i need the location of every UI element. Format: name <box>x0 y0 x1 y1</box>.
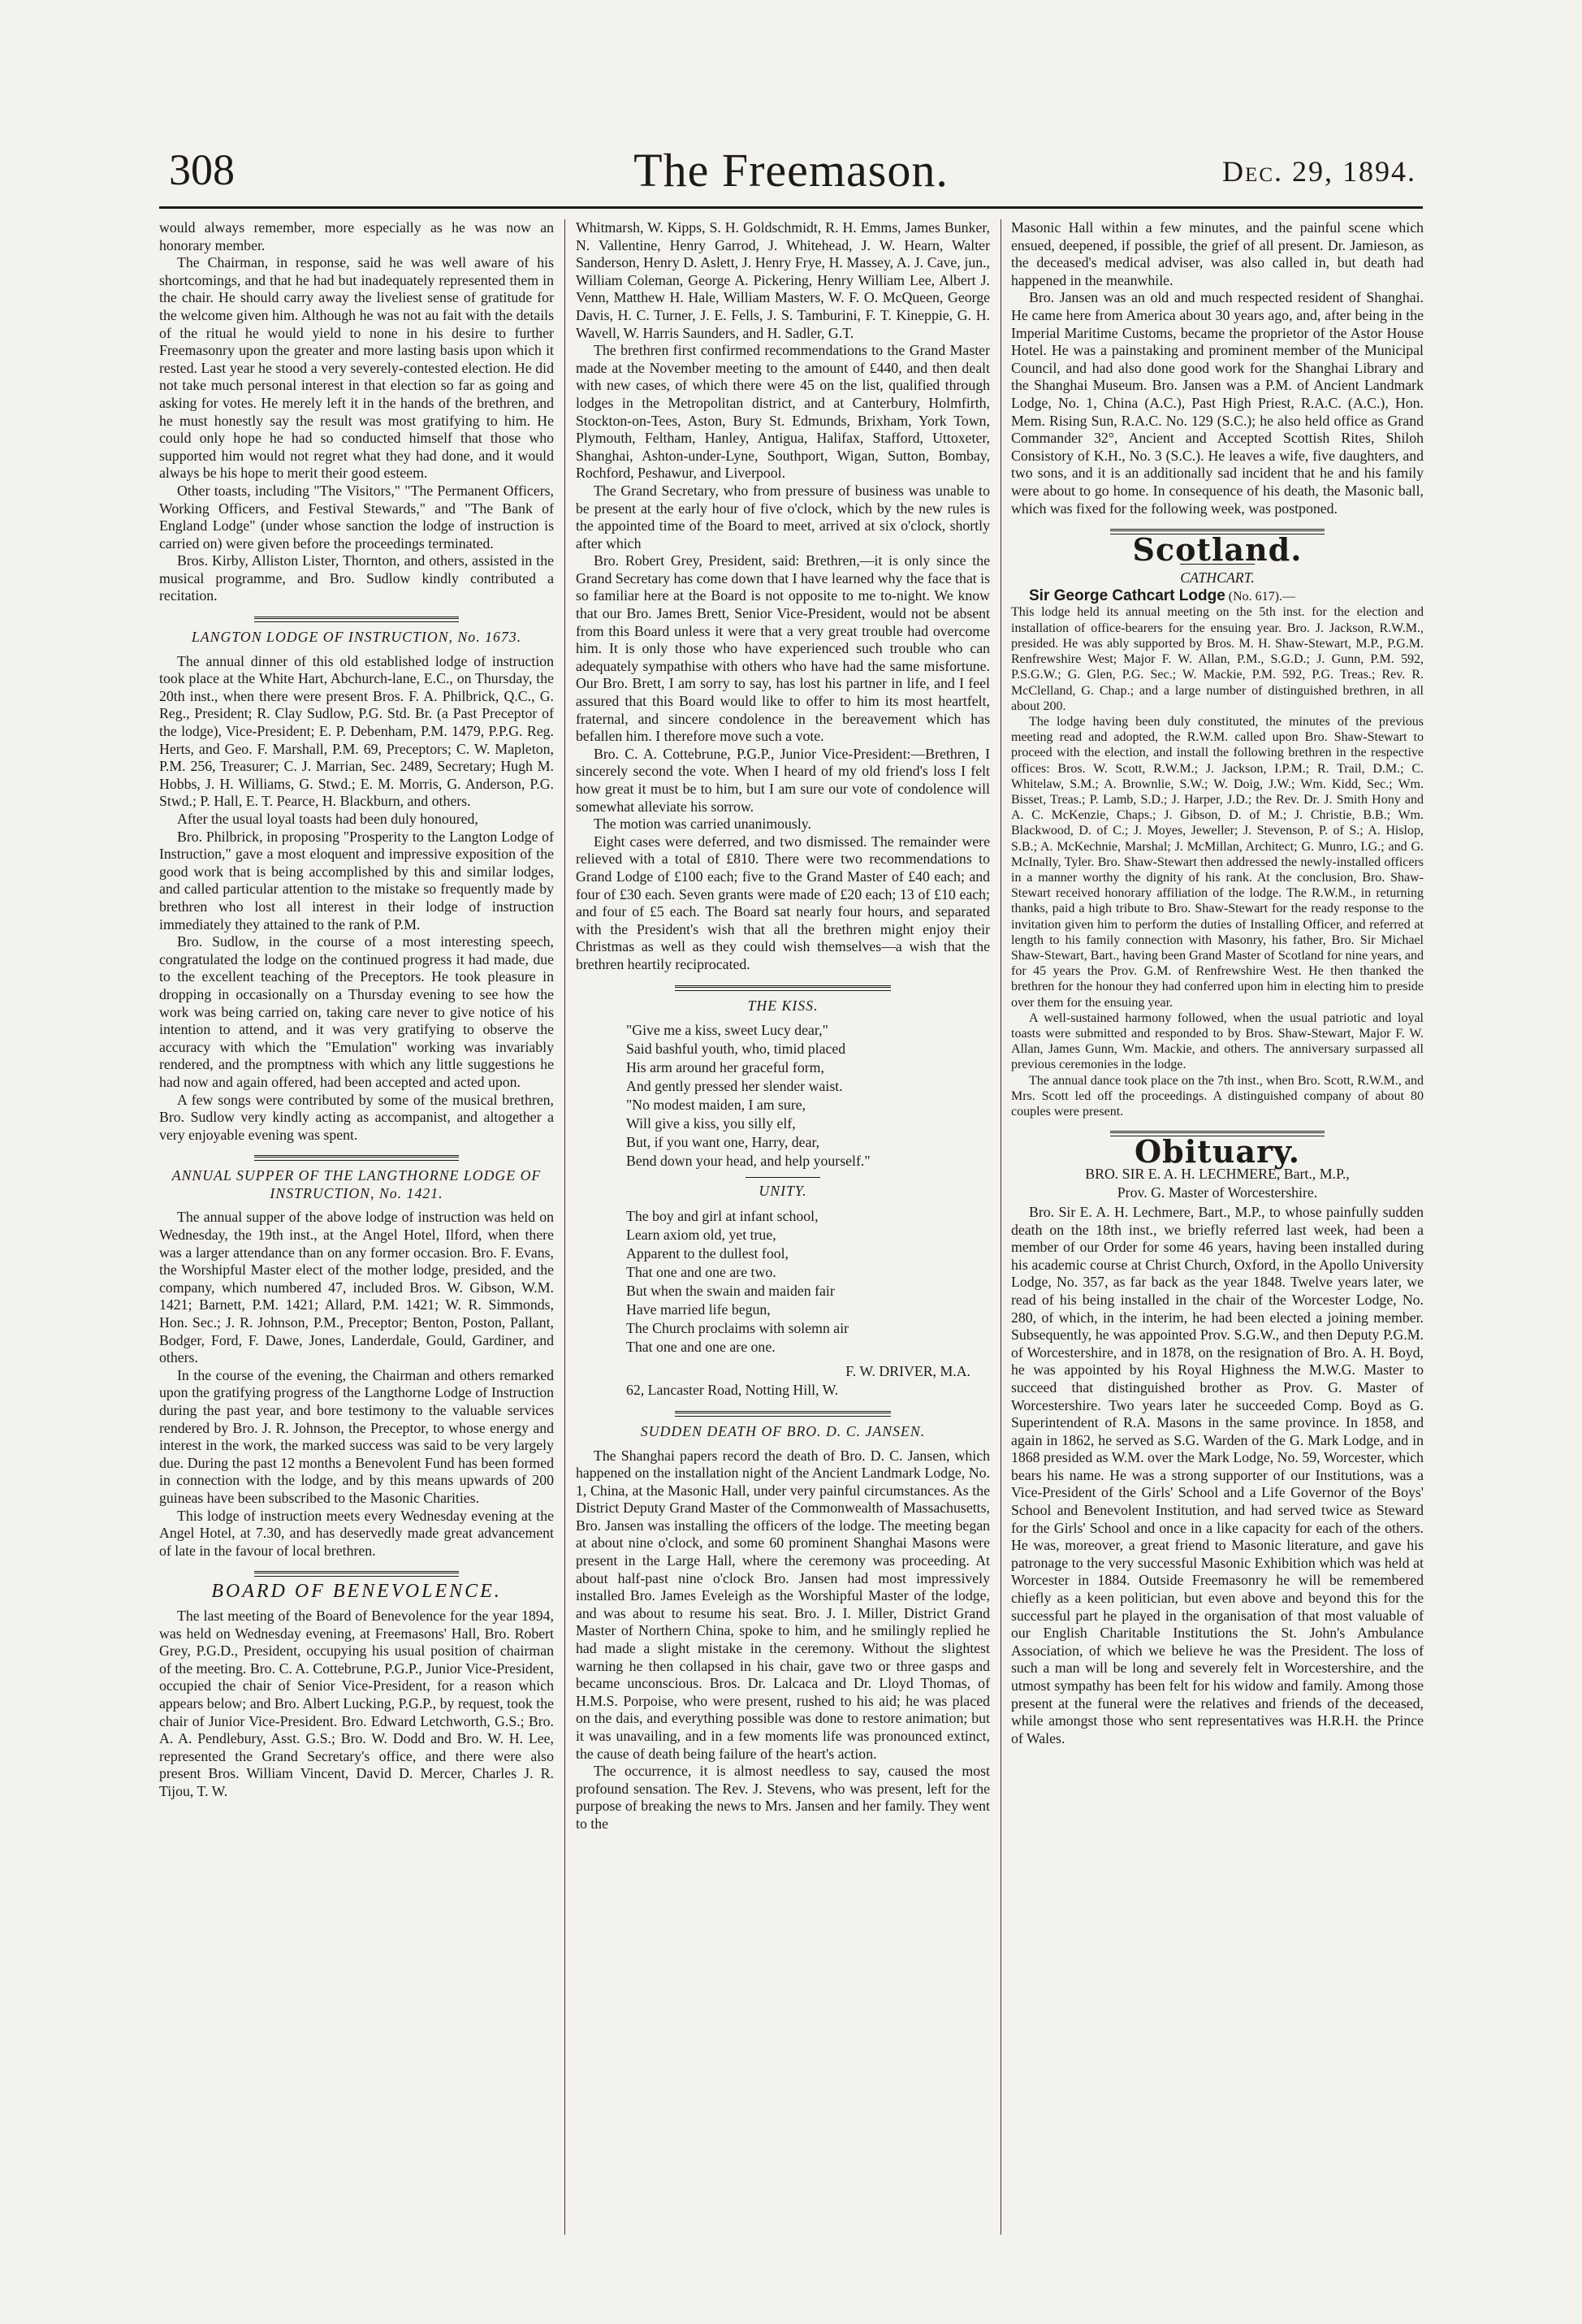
paragraph: Masonic Hall within a few minutes, and the painful scene which ensued, deepened, if possible, the grief of all present. Dr. Jamieson, as the deceased's medical adviser, was also called in, but death had happened in the meanwhile. <box>1011 219 1424 288</box>
obituary-title: Prov. G. Master of Worcestershire. <box>1117 1184 1318 1201</box>
paragraph: The annual supper of the above lodge of instruction was held on Wednesday, the 19th inst., at the Angel Hotel, Ilford, when there was a larger attendance than on any former occasion. Bro. F. Evans, the Worshipful Master elect of the mother lodge, presided, and the company, which numbered 47, included Bros. W. Gibson, W.M. 1421; Barnett, P.M. 1421; Allard, P.M. 1421; W. R. Simmonds, Hon. Sec.; J. R. Johnson, P.M., Preceptor; Benton, Poston, Pallant, Bodger, Ford, F. Dawe, Jones, Landerdale, Gould, Gardiner, and others. <box>159 1209 554 1366</box>
issue-date: Dec. 29, 1894. <box>1222 155 1416 188</box>
masthead <box>159 145 1423 198</box>
section-heading-board-of-benevolence: BOARD OF BENEVOLENCE. <box>211 1581 502 1603</box>
paragraph: A well-sustained harmony followed, when the usual patriotic and loyal toasts were submitted and responded to by Bros. Shaw-Stewart, Major F. W. Allan, James Gunn, Wm. Mackie, and others. The anniversary surpassed all previous ceremonies in the lodge. <box>1011 1011 1424 1072</box>
column-2 <box>576 219 990 2235</box>
paragraph: The Shanghai papers record the death of Bro. D. C. Jansen, which happened on the installation night of the Ancient Landmark Lodge, No. 1, China, at the Masonic Hall, under very painful circumstances. As the District Deputy Grand Master of the Commonwealth of Massachusetts, Bro. Jansen was installing the officers of the lodge. The meeting began at about nine o'clock, and some 60 prominent Shanghai Masons were present in the Large Hall, where the ceremony was proceeding. At about half-past nine o'clock Bro. Jansen had most impressively installed Bro. James Eveleigh as the Worshipful Master of the lodge, and was about to resume his seat. Bro. J. I. Miller, District Grand Master of Northern China, spoke to him, and he smilingly replied he had made a slight mistake in the ceremony. Without the slightest warning he then collapsed in his chair, gave two or three gasps and became unconscious. Bros. Dr. Lalcaca and Dr. Lloyd Thomas, of H.M.S. Porpoise, who were present, rushed to his aid; he was placed on the dais, and everything possible was done to restore animation; but it was unavailing, and in a few moments life was pronounced extinct, the cause of death being failure of the heart's action. <box>576 1447 990 1762</box>
paragraph: Other toasts, including "The Visitors," "The Permanent Officers, Working Officers, and Festival Stewards," and "The Bank of England Lodge" (under whose sanction the lodge of instruction is carried on) were given before the proceedings terminated. <box>159 482 554 552</box>
paragraph: In the course of the evening, the Chairman and others remarked upon the gratifying progress of the Langthorne Lodge of Instruction during the past year, and bore testimony to the valuable services rendered by Bro. J. R. Johnson, the Preceptor, to whose energy and interest in the work, the marked success was said to be very largely due. During the past 12 months a Benevolent Fund has been formed in connection with the lodge, and by this means upwards of 200 guineas have been subscribed to the Masonic Charities. <box>159 1366 554 1506</box>
paragraph: The lodge having been duly constituted, the minutes of the previous meeting read and adopted, the R.W.M. called upon Bro. Shaw-Stewart to proceed with the election, and install the following brethren in the respective offices: Bros. W. Scott, R.W.M.; J. Jackson, I.P.M.; R. Trail, D.M.; C. Whitelaw, S.M.; A. Brownlie, S.W.; W. Doig, J.W.; Wm. Kidd, Sec.; Wm. Bisset, Treas.; P. Lamb, S.D.; J. Harper, J.D.; the Rev. Dr. J. Smith Hony and A. C. McKenzie, Chaps.; J. Gibson, D. of M.; J. Christie, B.B.; Wm. Blackwood, D. of C.; J. Moyes, Jeweller; J. Stevenson, P. of S.; A. Hislop, S.B.; A. McKechnie, Marshal; J. McMillan, Architect; G. Munro, I.G.; and G. McInally, Tyler. Bro. Shaw-Stewart then addressed the newly-installed officers in a manner worthy the dignity of his rank. At the conclusion, Bro. Shaw-Stewart received honorary affiliation of the lodge. The R.W.M., in returning thanks, paid a high tribute to Bro. Shaw-Stewart for the ready response to the invitation given him to perform the duties of Installing Officer, and referred at length to his family connection with Masonry, his father, Bro. Sir Michael Shaw-Stewart, Bart., having been Grand Master of Scotland for nine years, and for 45 years the Prov. G.M. of Renfrewshire West. He then thanked the brethren for the honour they had conferred upon him in electing him to preside over them for the ensuing year. <box>1011 714 1424 1010</box>
short-rule <box>746 1177 820 1178</box>
poem-the-kiss: "Give me a kiss, sweet Lucy dear," Said bashful youth, who, timid placed His arm around her graceful form, And gently pressed her slender waist. "No modest maiden, I am sure, Will give a kiss, you silly elf, But, if you want one, Harry, dear, Bend down your head, and help yourself." <box>626 1022 871 1170</box>
section-rule <box>254 1155 460 1161</box>
section-rule <box>254 617 460 622</box>
paragraph: The annual dance took place on the 7th inst., when Bro. Scott, R.W.M., and Mrs. Scott led off the proceedings. A distinguished company of about 80 couples were present. <box>1011 1073 1424 1119</box>
page-number: 308 <box>169 145 235 194</box>
lodge-name: Sir George Cathcart Lodge <box>1029 587 1225 605</box>
paragraph: would always remember, more especially as he was now an honorary member. <box>159 219 554 253</box>
column-1 <box>159 219 554 2235</box>
poem-unity: The boy and girl at infant school, Learn axiom old, yet true, Apparent to the dullest fool, That one and one are two. But when the swain and maiden fair Have married life begun, The Church proclaims with solemn air That one and one are one. <box>626 1207 849 1355</box>
masthead-rule <box>159 206 1423 209</box>
lodge-report <box>1011 588 1424 1119</box>
paragraph: Bros. Kirby, Alliston Lister, Thornton, and others, assisted in the musical programme, and Bro. Sudlow kindly contributed a recitation. <box>159 552 554 604</box>
section-rule <box>254 1571 460 1577</box>
obituary-name: BRO. SIR E. A. H. LECHMERE, Bart., M.P., <box>1085 1165 1350 1182</box>
paragraph: The brethren first confirmed recommendations to the Grand Master made at the November meeting to the amount of £440, and then dealt with new cases, of which there were 45 on the list, qualified through lodges in the Metropolitan district, and at Canterbury, Holmfirth, Stockton-on-Tees, Aston, Bury St. Edmunds, Brixham, York Town, Plymouth, Feltham, Hanley, Antigua, Halifax, Stafford, Uttoxeter, Shanghai, Ashton-under-Lyne, Southport, Wigan, Sutton, Bombay, Rochford, Peshawur, and Liverpool. <box>576 342 990 482</box>
paragraph: Bro. Philbrick, in proposing "Prosperity to the Langton Lodge of Instruction," gave a most eloquent and impressive exposition of the good work that is being accomplished by this and similar lodges, and called particular attention to the mistake so frequently made by brethren who lost all interest in their lodge of instruction immediately they attained to the rank of P.M. <box>159 828 554 933</box>
paragraph: Eight cases were deferred, and two dismissed. The remainder were relieved with a total of £810. There were two recommendations to Grand Lodge of £100 each; five to the Grand Master of £40 each; and four of £30 each. Seven grants were made of £20 each; 13 of £10 each; and four of £5 each. The Board sat nearly four hours, and separated with the President's wish that all the brethren might enjoy their Christmas as well as they could wish themselves—a wish that the brethren heartily reciprocated. <box>576 833 990 972</box>
paragraph: Whitmarsh, W. Kipps, S. H. Goldschmidt, R. H. Emms, James Bunker, N. Vallentine, Henry Garrod, J. Whitehead, J. W. Hearn, Walter Sanderson, Henry D. Aslett, J. Henry Frye, H. Massey, A. J. Cave, jun., William Coleman, George A. Pickering, Henry William Lee, Albert J. Venn, Matthew H. Hale, William Masters, W. F. O. McQueen, George Davis, H. C. Turner, J. E. Fells, J. S. Tamburini, F. T. Kineppie, G. H. Wavell, W. Harris Saunders, and H. Sadler, G.T. <box>576 219 990 341</box>
poem-signature: F. W. DRIVER, M.A. <box>845 1362 970 1379</box>
paragraph: The occurrence, it is almost needless to say, caused the most profound sensation. The Rev. J. Stevens, who was present, left for the purpose of breaking the news to Mrs. Jansen and her family. They went to the <box>576 1763 990 1832</box>
section-rule <box>675 1411 890 1417</box>
paragraph: Bro. Robert Grey, President, said: Brethren,—it is only since the Grand Secretary has come down that I have learned why the face that is so familiar here at the Board is not opposite to me to-night. We know that our Bro. James Brett, Senior Vice-President, would not be absent from this Board unless it were that a very great trouble had overcome him. It is only those who have experienced such trouble who can adequately sympathise with others who have had the same misfortune. Our Bro. Brett, I am sorry to say, has lost his partner in life, and I feel assured that this Board would like to offer to him its most heartfelt, fraternal, and sincere condolence in the bereavement which has befallen him. I therefore move such a vote. <box>576 552 990 745</box>
paragraph: Bro. C. A. Cottebrune, P.G.P., Junior Vice-President:—Brethren, I sincerely second the vote. When I heard of my old friend's loss I felt how great it must be to him, but I am sure our vote of condolence will somewhat alleviate his sorrow. <box>576 745 990 815</box>
paragraph: The last meeting of the Board of Benevolence for the year 1894, was held on Wednesday evening, at Freemasons' Hall, Bro. Robert Grey, P.G.D., President, occupying his usual position of chairman of the meeting. Bro. C. A. Cottebrune, P.G.P., Junior Vice-President, occupied the chair of Senior Vice-President, for a reason which appears below; and Bro. Albert Lucking, P.G.P., by request, took the chair of Junior Vice-President. Bro. Edward Letchworth, G.S.; Bro. A. A. Pendlebury, Asst. G.S.; Bro. W. Dodd and Bro. W. H. Lee, represented the Grand Secretary's office, and there were also present Bros. William Vincent, David D. Mercer, Charles J. R. Tijou, T. W. <box>159 1607 554 1799</box>
paragraph: Bro. Sir E. A. H. Lechmere, Bart., M.P., to whose painfully sudden death on the 18th inst., we briefly referred last week, had been a member of our Order for some 46 years, having been installed during his academic course at Christ Church, Oxford, in the Apollo University Lodge, No. 357, as far back as the year 1848. Twelve years later, we read of his being installed in the chair of the Worcester Lodge, No. 280, of which, in the interim, he had been elected a joining member. Subsequently, he was appointed Prov. S.G.W., and then Deputy P.G.M. of Worcestershire, and in 1878, on the resignation of Bro. A. H. Boyd, he was appointed by his Royal Highness the M.W.G. Master to succeed that distinguished brother as Prov. G. Master of Worcestershire. Two years later he succeeded Comp. Boyd as G. Superintendent of R.A. Masons in the same province. In 1858, and again in 1862, he served as S.G. Warden of the G. Mark Lodge, and in 1868 presided as W.M. over the Mark Lodge, No. 59, Worcester, which bears his name. He was a strong supporter of our Institutions, was a Vice-President of the Girls' School and a Life Governor of the Boys' School and Benevolent Institution, and had served twice as Steward for the Girls' School and once in a like capacity for each of the others. He was, moreover, a great friend to Masonic literature, and gave his patronage to the very successful Masonic Exhibition which was held at Worcester in 1884. Outside Freemasonry he will be remembered chiefly as a keen politician, but even above and beyond this for the successful part he played in the organisation of that most valuable of our English Charitable Institutions the St. John's Ambulance Association, of which we believe he was the President. The loss of such a man will be long and severely felt in Worcestershire, and the utmost sympathy has been felt for his widow and family. Among those present at the funeral were the relatives and friends of the deceased, while amongst those who sent representatives was H.R.H. the Prince of Wales. <box>1011 1203 1424 1746</box>
poem-address: 62, Lancaster Road, Notting Hill, W. <box>626 1382 839 1399</box>
paragraph: A few songs were contributed by some of the musical brethren, Bro. Sudlow very kindly acting as accompanist, and altogether a very enjoyable evening was spent. <box>159 1091 554 1143</box>
paragraph: The Grand Secretary, who from pressure of business was unable to be present at the early hour of five o'clock, which by the new rules is the appointed time of the Board to meet, arrived at six o'clock, shortly after which <box>576 482 990 552</box>
section-heading-langthorne-supper: ANNUAL SUPPER OF THE LANGTHORNE LODGE OF INSTRUCTION, No. 1421. <box>171 1167 542 1201</box>
section-heading-scotland: Scotland. <box>1132 531 1303 569</box>
paragraph: This lodge held its annual meeting on the 5th inst. for the election and installation of office-bearers for the ensuing year. Bro. J. Jackson, R.W.M., presided. He was ably supported by Bros. M. H. Shaw-Stewart, M.P., P.G.M. Renfrewshire West; Major F. W. Allan, P.M., S.G.D.; J. Gunn, P.M. 592, P.S.G.W.; G. Glen, P.G. Sec.; W. Mackie, P.M. 592, P.G. Treas.; Rev. R. McClelland, G. Chap.; and a large number of distinguished brethren, in all about 200. <box>1011 605 1424 713</box>
section-rule <box>675 985 890 991</box>
paragraph: The Chairman, in response, said he was well aware of his shortcomings, and that he had but inadequately represented them in the chair. He should carry away the liveliest sense of gratitude for the welcome given him. Although he was not au fait with the details of the ritual he would yield to none in his desire to further Freemasonry upon the greater and more lasting basis upon which it rested. Last year he stood a very severely-contested election. He did not take much personal interest in that election so far as going and asking for votes. He merely left it in the hands of the brethren, and he must honestly say the result was most gratifying to him. He could only hope he had so conducted himself that those who supported him would not regret what they had done, and it would always be his hope to merit their good esteem. <box>159 254 554 482</box>
section-heading-langton-lodge: LANGTON LODGE OF INSTRUCTION, No. 1673. <box>191 629 522 646</box>
publication-title: The Freemason. <box>633 144 949 197</box>
subheading-cathcart: CATHCART. <box>1180 569 1255 586</box>
paragraph: Bro. Jansen was an old and much respected resident of Shanghai. He came here from America about 30 years ago, and, after being in the Imperial Maritime Customs, became the proprietor of the Astor House Hotel. He was a painstaking and prominent member of the Municipal Council, and had also done good work for the Shanghai Library and the Shanghai Museum. Bro. Jansen was a P.M. of Ancient Landmark Lodge, No. 1, China (A.C.), Past High Priest, R.A.C. (A.C.), Hon. Mem. Rising Sun, R.A.C. No. 129 (S.C.); he also held office as Grand Commander 32°, Ancient and Accepted Scottish Rites, Shiloh Consistory of K.H., No. 3 (S.C.). He leaves a wife, five daughters, and two sons, and it is an additionally sad incident that he and his family were about to go home. In consequence of his death, the Masonic ball, which was fixed for the following week, was postponed. <box>1011 289 1424 517</box>
section-heading-obituary: Obituary. <box>1135 1133 1300 1171</box>
paragraph: After the usual loyal toasts had been duly honoured, <box>177 811 478 827</box>
paragraph: The motion was carried unanimously. <box>594 816 811 833</box>
paragraph: The annual dinner of this old established lodge of instruction took place at the White Hart, Abchurch-lane, E.C., on Thursday, the 20th inst., when there were present Bros. F. A. Philbrick, Q.C., G. Reg., President; R. Clay Sudlow, P.G. Std. Br. (a Past Preceptor of the lodge), Vice-President; E. P. Debenham, P.M. 1479, P.P.G. Reg. Herts, and Geo. F. Marshall, P.M. 69, Preceptors; C. W. Mapleton, P.M. 256, Treasurer; C. J. Marrian, Sec. 2489, Secretary; Hugh M. Hobbs, J. H. Williams, G. Stwd.; E. M. Morris, G. Anderson, P.G. Stwd.; P. Hall, E. T. Pearce, H. Blackburn, and others. <box>159 652 554 810</box>
section-heading-the-kiss: THE KISS. <box>747 997 819 1014</box>
section-heading-sudden-death: SUDDEN DEATH OF BRO. D. C. JANSEN. <box>640 1422 926 1439</box>
section-heading-unity: UNITY. <box>759 1183 807 1200</box>
paragraph: Bro. Sudlow, in the course of a most interesting speech, congratulated the lodge on the continued progress it had made, due to the excellent teaching of the Preceptors. He took pleasure in dropping in occasionally on a Thursday evening to see how the work was being carried on, taking care never to give notice of his intention to attend, and it was very gratifying to observe the accuracy with which the "Emulation" working was invariably rendered, and the promptness with which any little suggestions he had now and again offered, had been accepted and acted upon. <box>159 933 554 1090</box>
lodge-number: (No. 617).— <box>1228 590 1295 604</box>
column-divider <box>564 219 565 2235</box>
paragraph: This lodge of instruction meets every Wednesday evening at the Angel Hotel, at 7.30, and has deservedly made great advancement of late in the favour of local brethren. <box>159 1507 554 1559</box>
column-3 <box>1011 219 1424 2235</box>
